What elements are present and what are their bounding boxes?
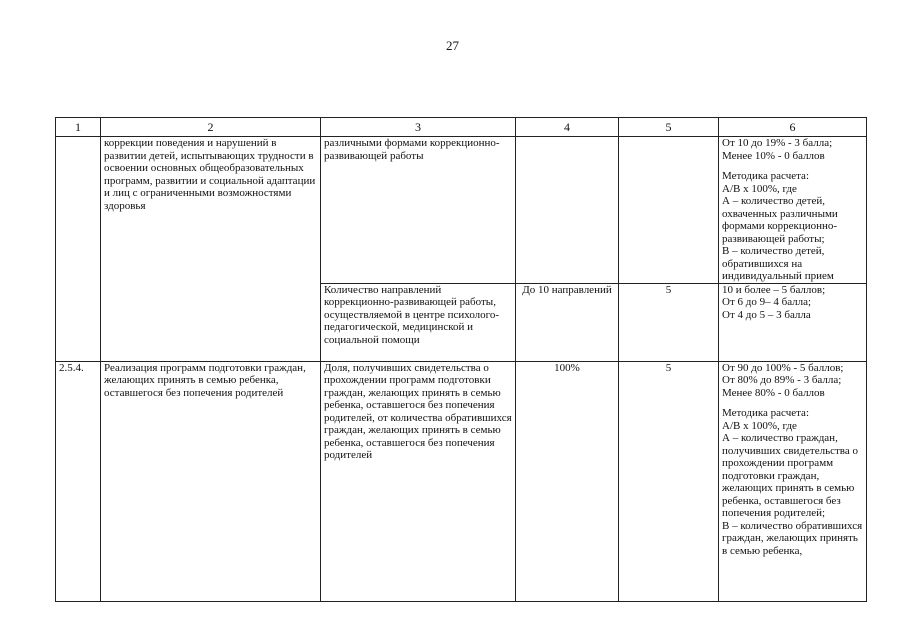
- indicator-cell: Доля, получивших свидетельства о прохождении программ подготовки граждан, желающих принять в семью ребенка, оставшегося без попечения родителей, от количества обратившихся граждан, желающих принять в семью ребенка, оставшегося без попечения родителей: [321, 361, 516, 601]
- method-line: А – количество детей, охваченных различными формами коррекционно-развивающей работы;: [722, 195, 838, 245]
- method-line: А – количество граждан, получивших свидетельства о прохождении программ подготовки граждан, желающих принять в семью ребенка, оставшегося без попечения родителей;: [722, 432, 858, 519]
- criteria-line: Менее 10% - 0 баллов: [722, 149, 825, 162]
- target-cell: 100%: [516, 361, 619, 601]
- criteria-table: [55, 117, 867, 602]
- table-header-row: [56, 118, 867, 137]
- page-number: 27: [446, 38, 459, 53]
- criteria-cell: [719, 283, 867, 361]
- header-cell-1: 1: [56, 118, 101, 137]
- criteria-line: От 6 до 9– 4 балла;: [722, 296, 812, 308]
- header-cell-6: 6: [719, 118, 867, 137]
- table-row: [56, 361, 867, 601]
- row-name-cell: Реализация программ подготовки граждан, желающих принять в семью ребенка, оставшегося без попечения родителей: [101, 361, 321, 601]
- method-line: Методика расчета:: [722, 170, 809, 182]
- criteria-line: Менее 80% - 0 баллов: [722, 386, 825, 399]
- method-line: А/В х 100%, где: [722, 419, 797, 432]
- row-number-cell: 2.5.4.: [56, 361, 101, 601]
- weight-cell: 5: [619, 361, 719, 601]
- table-row: [56, 137, 867, 284]
- header-cell-5: 5: [619, 118, 719, 137]
- method-line: Методика расчета:: [722, 407, 809, 419]
- criteria-line: От 80% до 89% - 3 балла;: [722, 374, 842, 386]
- indicator-cell: различными формами коррекционно-развивающей работы: [321, 137, 516, 284]
- header-cell-3: 3: [321, 118, 516, 137]
- method-line: В – количество детей, обратившихся на индивидуальный прием: [722, 245, 834, 282]
- method-line: В – количество обратившихся граждан, желающих принять в семью ребенка,: [722, 519, 863, 557]
- row-number-cell: [56, 137, 101, 362]
- criteria-line: От 10 до 19% - 3 балла;: [722, 137, 833, 149]
- criteria-line: От 4 до 5 – 3 балла: [722, 308, 811, 321]
- method-line: А/В х 100%, где: [722, 182, 797, 195]
- weight-cell: 5: [619, 283, 719, 361]
- criteria-cell: [719, 361, 867, 601]
- indicator-cell: Количество направлений коррекционно-развивающей работы, осуществляемой в центре психолого-педагогической, медицинской и социальной помощи: [321, 283, 516, 361]
- criteria-cell: [719, 137, 867, 284]
- header-cell-2: 2: [101, 118, 321, 137]
- weight-cell: [619, 137, 719, 284]
- target-cell: До 10 направлений: [516, 283, 619, 361]
- header-cell-4: 4: [516, 118, 619, 137]
- target-cell: [516, 137, 619, 284]
- row-name: коррекции поведения и нарушений в развитии детей, испытывающих трудности в освоении основных общеобразовательных программ, развитии и социальной адаптации и лиц с ограниченными возможностями здоровья: [104, 137, 316, 212]
- criteria-line: От 90 до 100% - 5 баллов;: [722, 361, 844, 374]
- row-name-cell: [101, 137, 321, 362]
- criteria-line: 10 и более – 5 баллов;: [722, 283, 826, 296]
